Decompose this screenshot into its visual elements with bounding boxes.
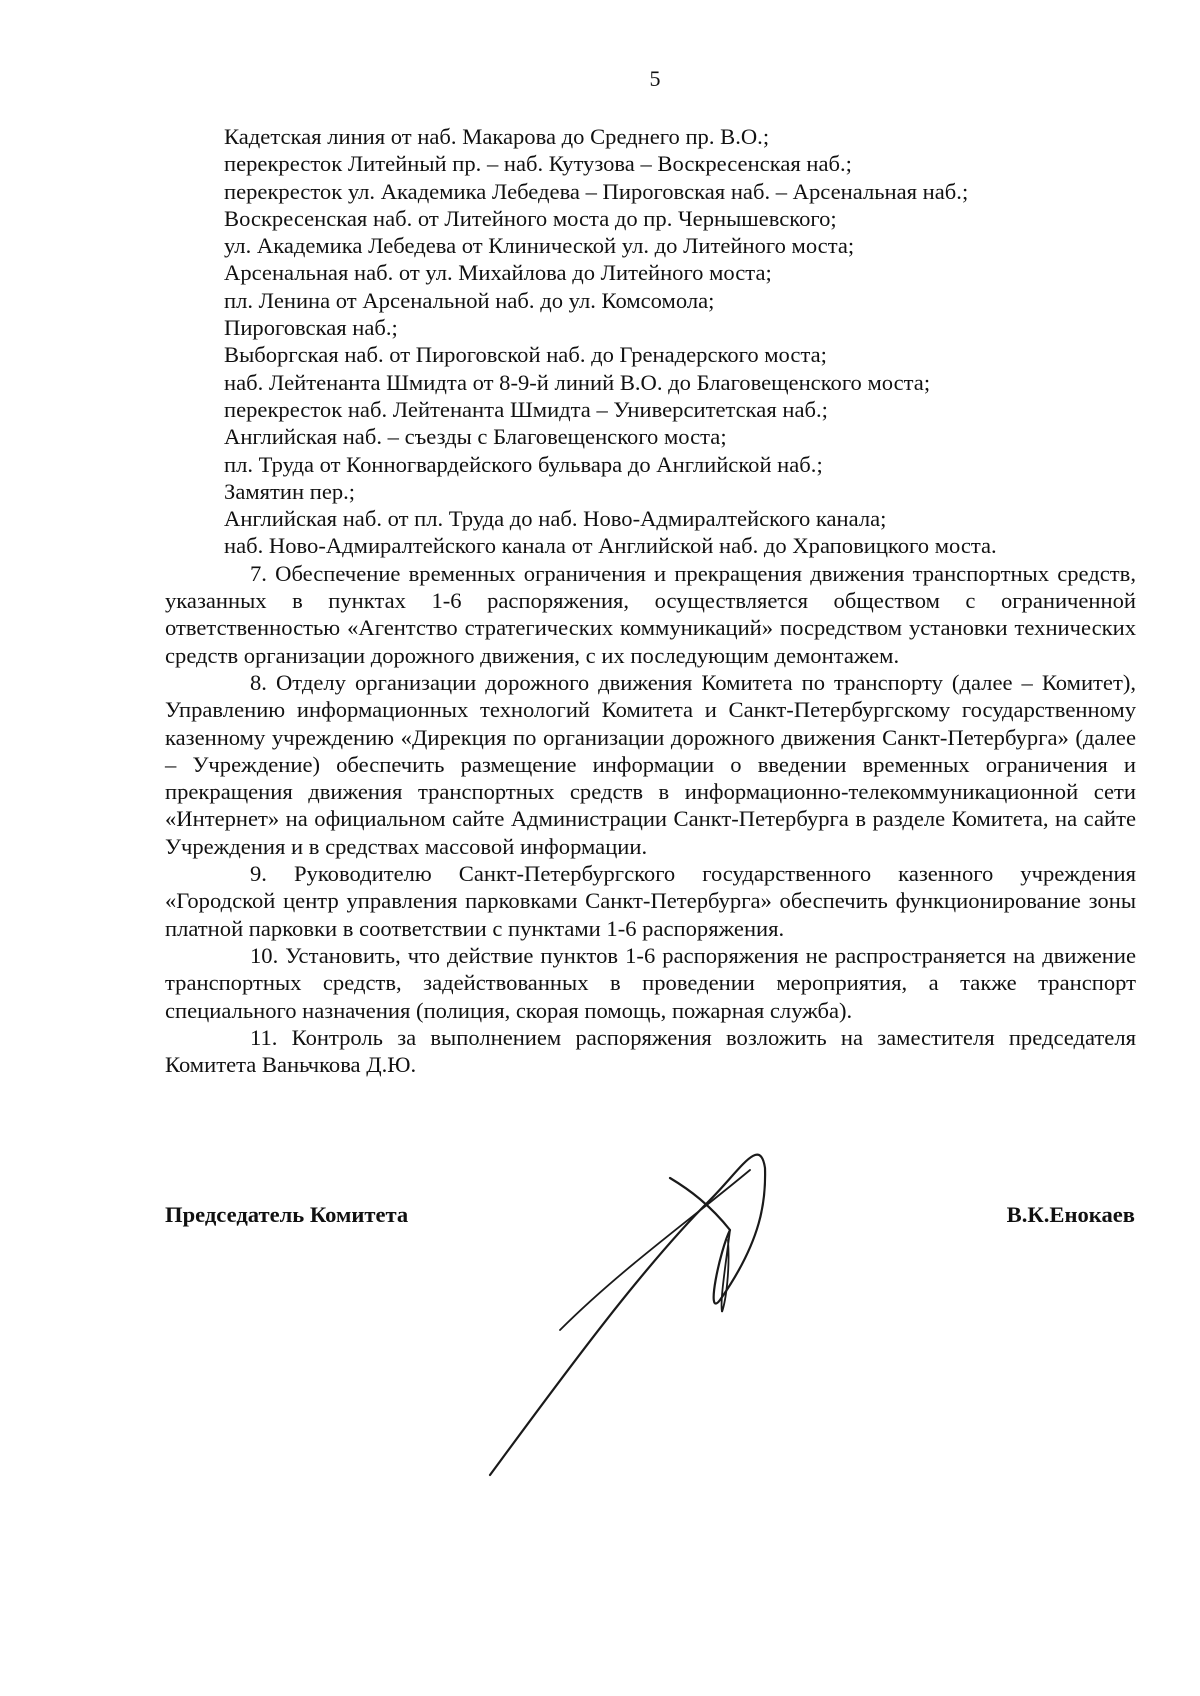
list-item: Замятин пер.; (224, 478, 356, 504)
paragraph-8: 8. Отделу организации дорожного движения Комитета по транспорту (далее – Комитет), Управлению информационных технологий Комитета и Санкт-Петербургскому государственному казенному учреждению «Дирекция по организации дорожного движения Санкт-Петербурга» (далее – Учреждение) обеспечить размещение информации о введении временных ограничения и прекращения движения транспортных средств в информационно-телекоммуникационной сети «Интернет» на официальном сайте Администрации Санкт-Петербурга в разделе Комитета, на сайте Учреждения и в средствах массовой информации. (165, 669, 1136, 859)
signatory-title: Председатель Комитета (165, 1202, 409, 1227)
list-item: Кадетская линия от наб. Макарова до Среднего пр. В.О.; (224, 124, 770, 149)
list-item: перекресток Литейный пр. – наб. Кутузова – Воскресенская наб.; (224, 151, 852, 177)
signatory-name: В.К.Енокаев (1006, 1202, 1135, 1227)
list-item: Воскресенская наб. от Литейного моста до пр. Чернышевского; (224, 205, 837, 231)
paragraph-11: 11. Контроль за выполнением распоряжения возложить на заместителя председателя Комитета Ваньчкова Д.Ю. (165, 1024, 1136, 1078)
list-item: пл. Труда от Конногвардейского бульвара до Английской наб.; (224, 451, 823, 477)
list-item: Арсенальная наб. от ул. Михайлова до Литейного моста; (224, 260, 772, 286)
list-item: пл. Ленина от Арсенальной наб. до ул. Комсомола; (224, 287, 715, 313)
paragraph-7: 7. Обеспечение временных ограничения и прекращения движения транспортных средств, указанных в пунктах 1-6 распоряжения, осуществляется обществом с ограниченной ответственностью «Агентство стратегических коммуникаций» посредством установки технических средств организации дорожного движения, с их последующим демонтажем. (165, 560, 1136, 668)
list-item: наб. Лейтенанта Шмидта от 8-9-й линий В.О. до Благовещенского моста; (224, 369, 931, 395)
list-item: Английская наб. – съезды с Благовещенского моста; (224, 424, 727, 450)
list-item: ул. Академика Лебедева от Клинической ул. до Литейного моста; (224, 233, 855, 259)
list-item: наб. Ново-Адмиралтейского канала от Английской наб. до Храповицкого моста. (224, 533, 997, 559)
list-item: перекресток ул. Академика Лебедева – Пироговская наб. – Арсенальная наб.; (224, 178, 969, 204)
paragraph-10: 10. Установить, что действие пунктов 1-6 распоряжения не распространяется на движение транспортных средств, задействованных в проведении мероприятия, а также транспорт специального назначения (полиция, скорая помощь, пожарная служба). (165, 942, 1136, 1023)
list-item: Выборгская наб. от Пироговской наб. до Гренадерского моста; (224, 342, 827, 368)
list-item: Пироговская наб.; (224, 315, 398, 341)
list-item: перекресток наб. Лейтенанта Шмидта – Университетская наб.; (224, 396, 828, 422)
page-number: 5 (649, 66, 661, 91)
paragraph-9: 9. Руководителю Санкт-Петербургского государственного казенного учреждения «Городской центр управления парковками Санкт-Петербурга» обеспечить функционирование зоны платной парковки в соответствии с пунктами 1-6 распоряжения. (165, 861, 1136, 941)
list-item: Английская наб. от пл. Труда до наб. Ново-Адмиралтейского канала; (224, 506, 887, 532)
